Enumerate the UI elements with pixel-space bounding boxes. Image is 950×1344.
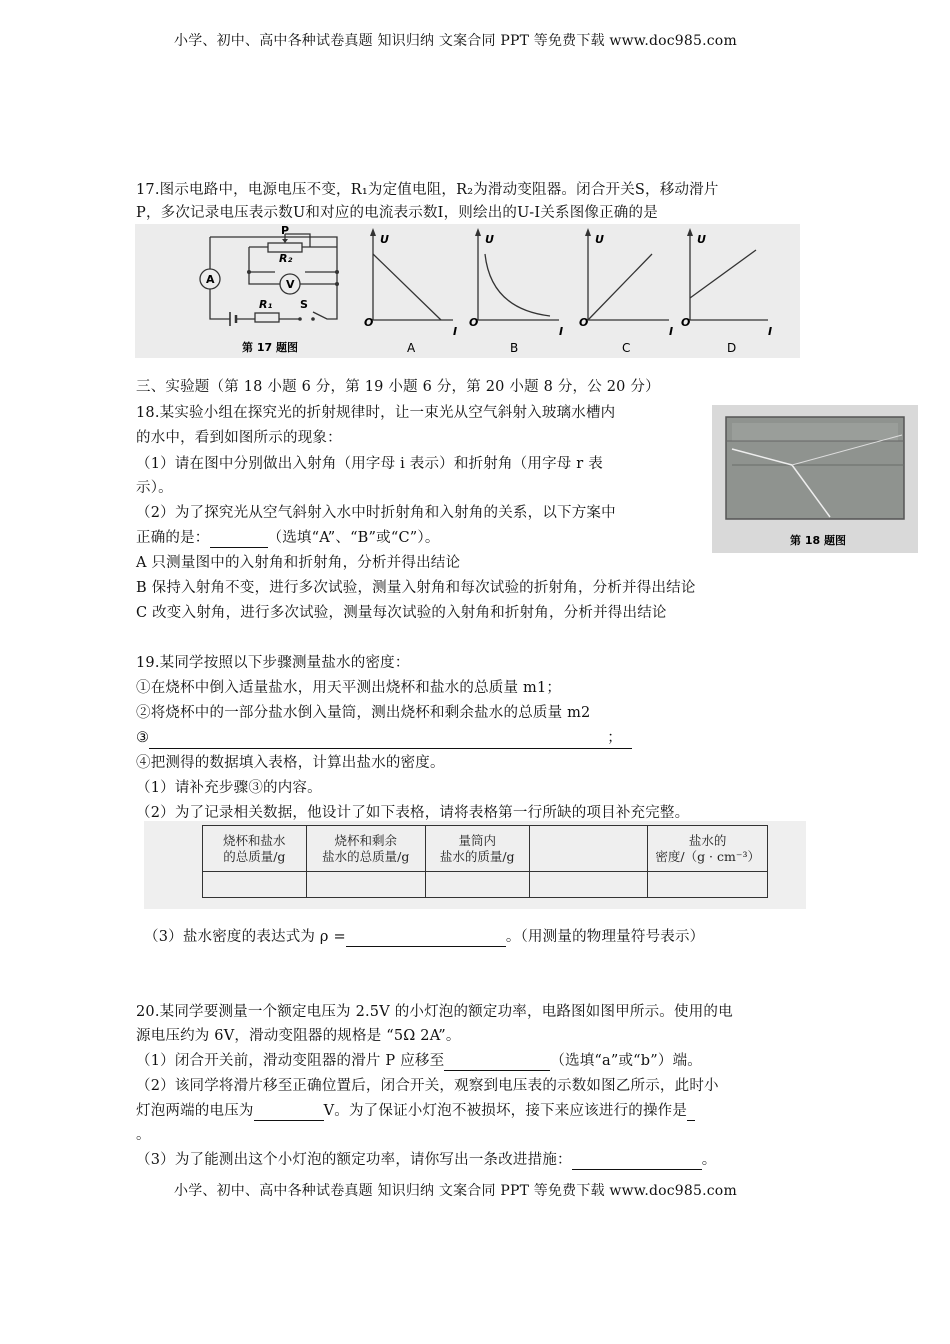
- q18-figure: [712, 405, 918, 553]
- q19-part1: （1）请补充步骤③的内容。: [136, 780, 322, 796]
- q18-line3: （1）请在图中分别做出入射角（用字母 i 表示）和折射角（用字母 r 表: [136, 456, 603, 472]
- q20-part2-prefix: 灯泡两端的电压为: [136, 1103, 254, 1119]
- option-b: B: [510, 341, 519, 355]
- graph-b-u: U: [485, 233, 494, 246]
- q19-density-blank[interactable]: [346, 932, 506, 947]
- graph-a-i: I: [453, 325, 458, 338]
- option-d: D: [727, 341, 737, 355]
- q18-line5: （2）为了探究光从空气斜射入水中时折射角和入射角的关系，以下方案中: [136, 505, 616, 521]
- q20-part1: [136, 1051, 702, 1071]
- option-a: A: [407, 341, 416, 355]
- q20-p-position-blank[interactable]: [444, 1056, 550, 1071]
- label-p: P: [281, 224, 290, 237]
- graph-a-origin: O: [364, 316, 374, 329]
- q20-line1: 20.某同学要测量一个额定电压为 2.5V 的小灯泡的额定功率，电路图如图甲所示。使用的电: [136, 1004, 733, 1020]
- q17-line2: P，多次记录电压表示数U和对应的电流表示数I，则绘出的U-I关系图像正确的是: [136, 205, 658, 221]
- q20-part2-end: 。: [136, 1127, 151, 1143]
- graph-d-line: [690, 250, 756, 298]
- q19-step4: ④把测得的数据填入表格，计算出盐水的密度。: [136, 755, 445, 771]
- q19-step3: [136, 728, 632, 749]
- q20-part1-prefix: （1）闭合开关前，滑动变阻器的滑片 P 应移至: [136, 1053, 445, 1069]
- q19-step2: ②将烧杯中的一部分盐水倒入量筒，测出烧杯和剩余盐水的总质量 m2: [136, 705, 591, 721]
- table-header-cell: 烧杯和剩余 盐水的总质量/g: [306, 826, 425, 872]
- q18-line1: 18.某实验小组在探究光的折射规律时，让一束光从空气斜射入玻璃水槽内: [136, 405, 616, 421]
- table-cell: [425, 872, 529, 898]
- q19-step3-marker: ③: [136, 730, 150, 746]
- q20-improvement-blank[interactable]: [572, 1155, 702, 1170]
- q19-step3-end: ；: [595, 728, 632, 749]
- label-r1: R₁: [259, 298, 273, 311]
- graph-c-u: U: [595, 233, 604, 246]
- q20-part2-middle: V。为了保证小灯泡不被损坏，接下来应该进行的操作是: [323, 1103, 688, 1119]
- q20-part2-line2: [136, 1101, 695, 1121]
- graph-a-u: U: [380, 233, 389, 246]
- graph-b-origin: O: [469, 316, 479, 329]
- graph-d-i: I: [768, 325, 773, 338]
- q17-figure: [135, 224, 800, 358]
- q17-figure-svg: [135, 224, 800, 358]
- q19-table-figure: [144, 821, 806, 909]
- graph-a-line: [373, 254, 441, 320]
- table-cell: [529, 872, 648, 898]
- q19-part3: [144, 927, 704, 947]
- q18-option-b: B 保持入射角不变，进行多次试验，测量入射角和每次试验的折射角，分析并得出结论: [136, 580, 696, 596]
- q19-part3-suffix: 。（用测量的物理量符号表示）: [505, 929, 705, 945]
- graph-c-i: I: [669, 325, 674, 338]
- graph-c-line: [588, 254, 652, 320]
- q19-line1: 19.某同学按照以下步骤测量盐水的密度：: [136, 655, 410, 671]
- q18-line6-suffix: （选填“A”、“B”或“C”）。: [267, 530, 440, 546]
- q18-option-a: A 只测量图中的入射角和折射角，分析并得出结论: [136, 555, 461, 571]
- q18-option-c: C 改变入射角，进行多次试验，测量每次试验的入射角和折射角，分析并得出结论: [136, 605, 667, 621]
- q20-part3-suffix: 。: [701, 1152, 717, 1168]
- table-header-cell: 烧杯和盐水 的总质量/g: [203, 826, 307, 872]
- label-s: S: [300, 298, 308, 311]
- table-cell: [203, 872, 307, 898]
- graph-b-i: I: [559, 325, 564, 338]
- q18-line2: 的水中，看到如图所示的现象：: [136, 430, 342, 446]
- table-header-cell: 盐水的 密度/（g · cm⁻³）: [648, 826, 768, 872]
- q19-step1: ①在烧杯中倒入适量盐水，用天平测出烧杯和盐水的总质量 m1；: [136, 680, 562, 696]
- page-header: 小学、初中、高中各种试卷真题 知识归纳 文案合同 PPT 等免费下载 www.doc985.com: [174, 33, 737, 49]
- q20-operation-blank[interactable]: [687, 1106, 695, 1121]
- table-header-blank-cell[interactable]: [529, 826, 648, 872]
- label-r2: R₂: [279, 252, 293, 265]
- section3-title: 三、实验题（第 18 小题 6 分，第 19 小题 6 分，第 20 小题 8 分，公 20 分）: [136, 379, 660, 395]
- q20-part3-prefix: （3）为了能测出这个小灯泡的额定功率，请你写出一条改进措施：: [136, 1152, 572, 1168]
- q17-line1: 17.图示电路中，电源电压不变，R₁为定值电阻，R₂为滑动变阻器。闭合开关S，移动滑片: [136, 182, 719, 198]
- q20-part3: [136, 1150, 716, 1170]
- q19-data-table: [202, 825, 768, 898]
- q19-part2: （2）为了记录相关数据，他设计了如下表格，请将表格第一行所缺的项目补充完整。: [136, 805, 690, 821]
- graph-d-origin: O: [681, 316, 691, 329]
- option-c: C: [622, 341, 631, 355]
- graph-b-line: [485, 254, 550, 316]
- graph-d-u: U: [697, 233, 706, 246]
- q18-answer-blank[interactable]: [210, 533, 268, 548]
- q18-line6-prefix: 正确的是：: [136, 530, 210, 546]
- q18-figure-caption: 第 18 题图: [790, 534, 846, 547]
- q19-part3-prefix: （3）盐水密度的表达式为 ρ =: [144, 929, 346, 945]
- q18-line6: [136, 528, 440, 548]
- table-cell: [648, 872, 768, 898]
- graph-c-origin: O: [579, 316, 589, 329]
- q20-line2: 源电压约为 6V，滑动变阻器的规格是 “5Ω 2A”。: [136, 1028, 461, 1044]
- q20-part1-suffix: （选填“a”或“b”）端。: [550, 1053, 702, 1069]
- q18-figure-svg: [712, 405, 918, 553]
- q18-line4: 示）。: [136, 480, 173, 496]
- ammeter-label: A: [206, 273, 215, 286]
- voltmeter-label: V: [286, 278, 295, 291]
- q20-voltage-blank[interactable]: [254, 1106, 324, 1121]
- q19-step3-blank[interactable]: [149, 734, 595, 749]
- q20-part2-line1: （2）该同学将滑片移至正确位置后，闭合开关，观察到电压表的示数如图乙所示，此时小: [136, 1078, 719, 1094]
- table-cell: [306, 872, 425, 898]
- table-header-cell: 量筒内 盐水的质量/g: [425, 826, 529, 872]
- page-footer: 小学、初中、高中各种试卷真题 知识归纳 文案合同 PPT 等免费下载 www.doc985.com: [174, 1183, 737, 1199]
- q17-figure-caption: 第 17 题图: [242, 341, 298, 354]
